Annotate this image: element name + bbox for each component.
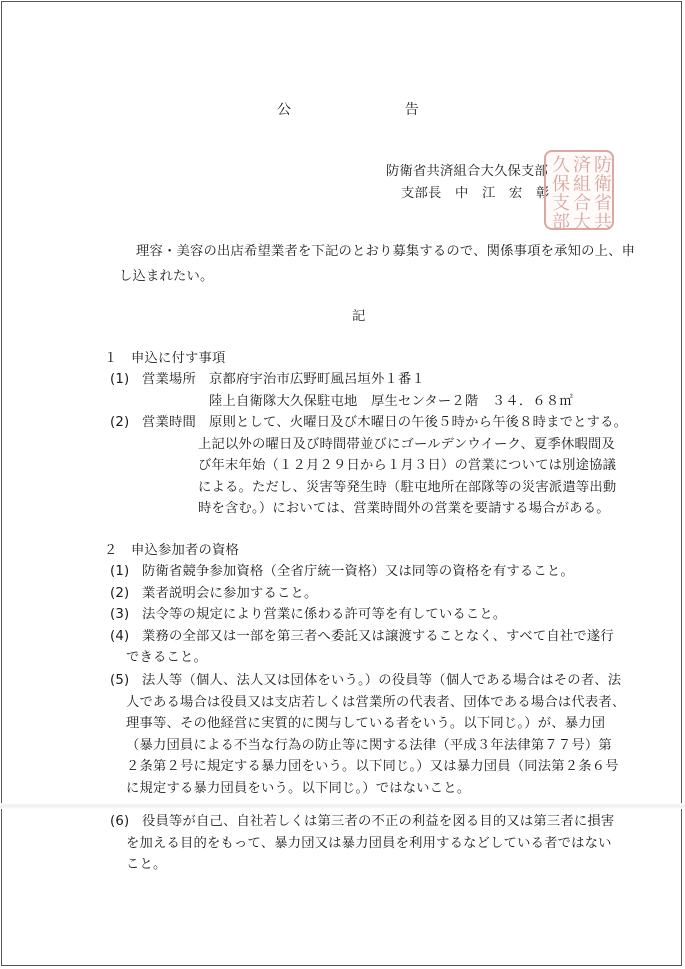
intro-paragraph-line2: し込まれたい。	[119, 269, 214, 284]
item-text-line: 陸上自衛隊大久保駐屯地 厚生センター２階 ３４．６８㎡	[209, 394, 573, 409]
item-number: (6)	[110, 814, 130, 829]
item-number: (1)	[110, 564, 130, 579]
item-text-line: ２条第２号に規定する暴力団をいう。以下同じ。）又は暴力団員（同法第２条６号	[126, 759, 619, 774]
item-number: (2)	[110, 415, 130, 430]
item-number: (3)	[110, 607, 130, 622]
notice-title: 公 告	[277, 102, 419, 118]
item-text-line: 上記以外の曜日及び時間帯並びにゴールデンウイーク、夏季休暇間及	[198, 437, 615, 452]
item-number: (5)	[110, 673, 130, 688]
item-number: (1)	[110, 372, 130, 387]
item-text-line: 人である場合は役員又は支店若しくは営業所の代表者、団体である場合は代表者、	[126, 695, 626, 710]
item-label: 営業時間	[142, 415, 196, 430]
item-text-line: を加える目的をもって、暴力団又は暴力団員を利用するなどしている者ではない	[126, 836, 612, 851]
item-text-line: 時を含む。）においては、営業時間外の営業を要請する場合がある。	[198, 501, 610, 516]
item-text-line: び年末年始（１２月２９日から１月３日）の営業については別途協議	[198, 458, 617, 473]
item-text-line: こと。	[126, 857, 167, 872]
item-text-line: 役員等が自己、自社若しくは第三者の不正の利益を図る目的又は第三者に損害	[142, 814, 615, 829]
item-text-line: （暴力団員による不当な行為の防止等に関する法律（平成３年法律第７７号）第	[126, 738, 612, 753]
item-text-line: による。ただし、災害等発生時（駐屯地所在部隊等の災害派遣等出動	[198, 480, 617, 495]
item-text-line: 京都府宇治市広野町風呂垣外１番１	[209, 372, 425, 387]
item-label: 営業場所	[142, 372, 196, 387]
ki-heading: 記	[352, 309, 366, 324]
item-text-line: 業者説明会に参加すること。	[142, 586, 318, 601]
item-text-line: 業務の全部又は一部を第三者へ委託又は譲渡することなく、すべて自社で遂行	[142, 629, 614, 644]
section1-heading: １ 申込に付す事項	[104, 351, 226, 366]
item-text-line: 防衛省競争参加資格（全省庁統一資格）又は同等の資格を有すること。	[142, 564, 574, 579]
item-text-line: 原則として、火曜日及び木曜日の午後５時から午後８時までとする。	[209, 415, 628, 430]
official-seal: 防 衛 省 共 済 組 合 大 久 保 支 部	[544, 150, 614, 230]
item-text-line: に規定する暴力団員をいう。以下同じ。）ではないこと。	[126, 781, 471, 796]
item-number: (4)	[110, 629, 130, 644]
item-number: (2)	[110, 586, 130, 601]
section2-heading: ２ 申込参加者の資格	[104, 543, 239, 558]
item-text-line: できること。	[126, 650, 207, 665]
issuer-organization: 防衛省共済組合大久保支部	[386, 164, 548, 179]
item-text-line: 法人等（個人、法人又は団体をいう。）の役員等（個人である場合はその者、法	[142, 673, 622, 688]
scan-artifact	[0, 803, 685, 809]
issuer-person: 支部長 中 江 宏 彰	[401, 186, 550, 201]
item-text-line: 理事等、その他経営に実質的に関与している者をいう。以下同じ。）が、暴力団	[126, 716, 606, 731]
intro-paragraph-line1: 理容・美容の出店希望業者を下記のとおり募集するので、関係事項を承知の上、申	[136, 244, 636, 259]
item-text-line: 法令等の規定により営業に係わる許可等を有していること。	[142, 607, 507, 622]
